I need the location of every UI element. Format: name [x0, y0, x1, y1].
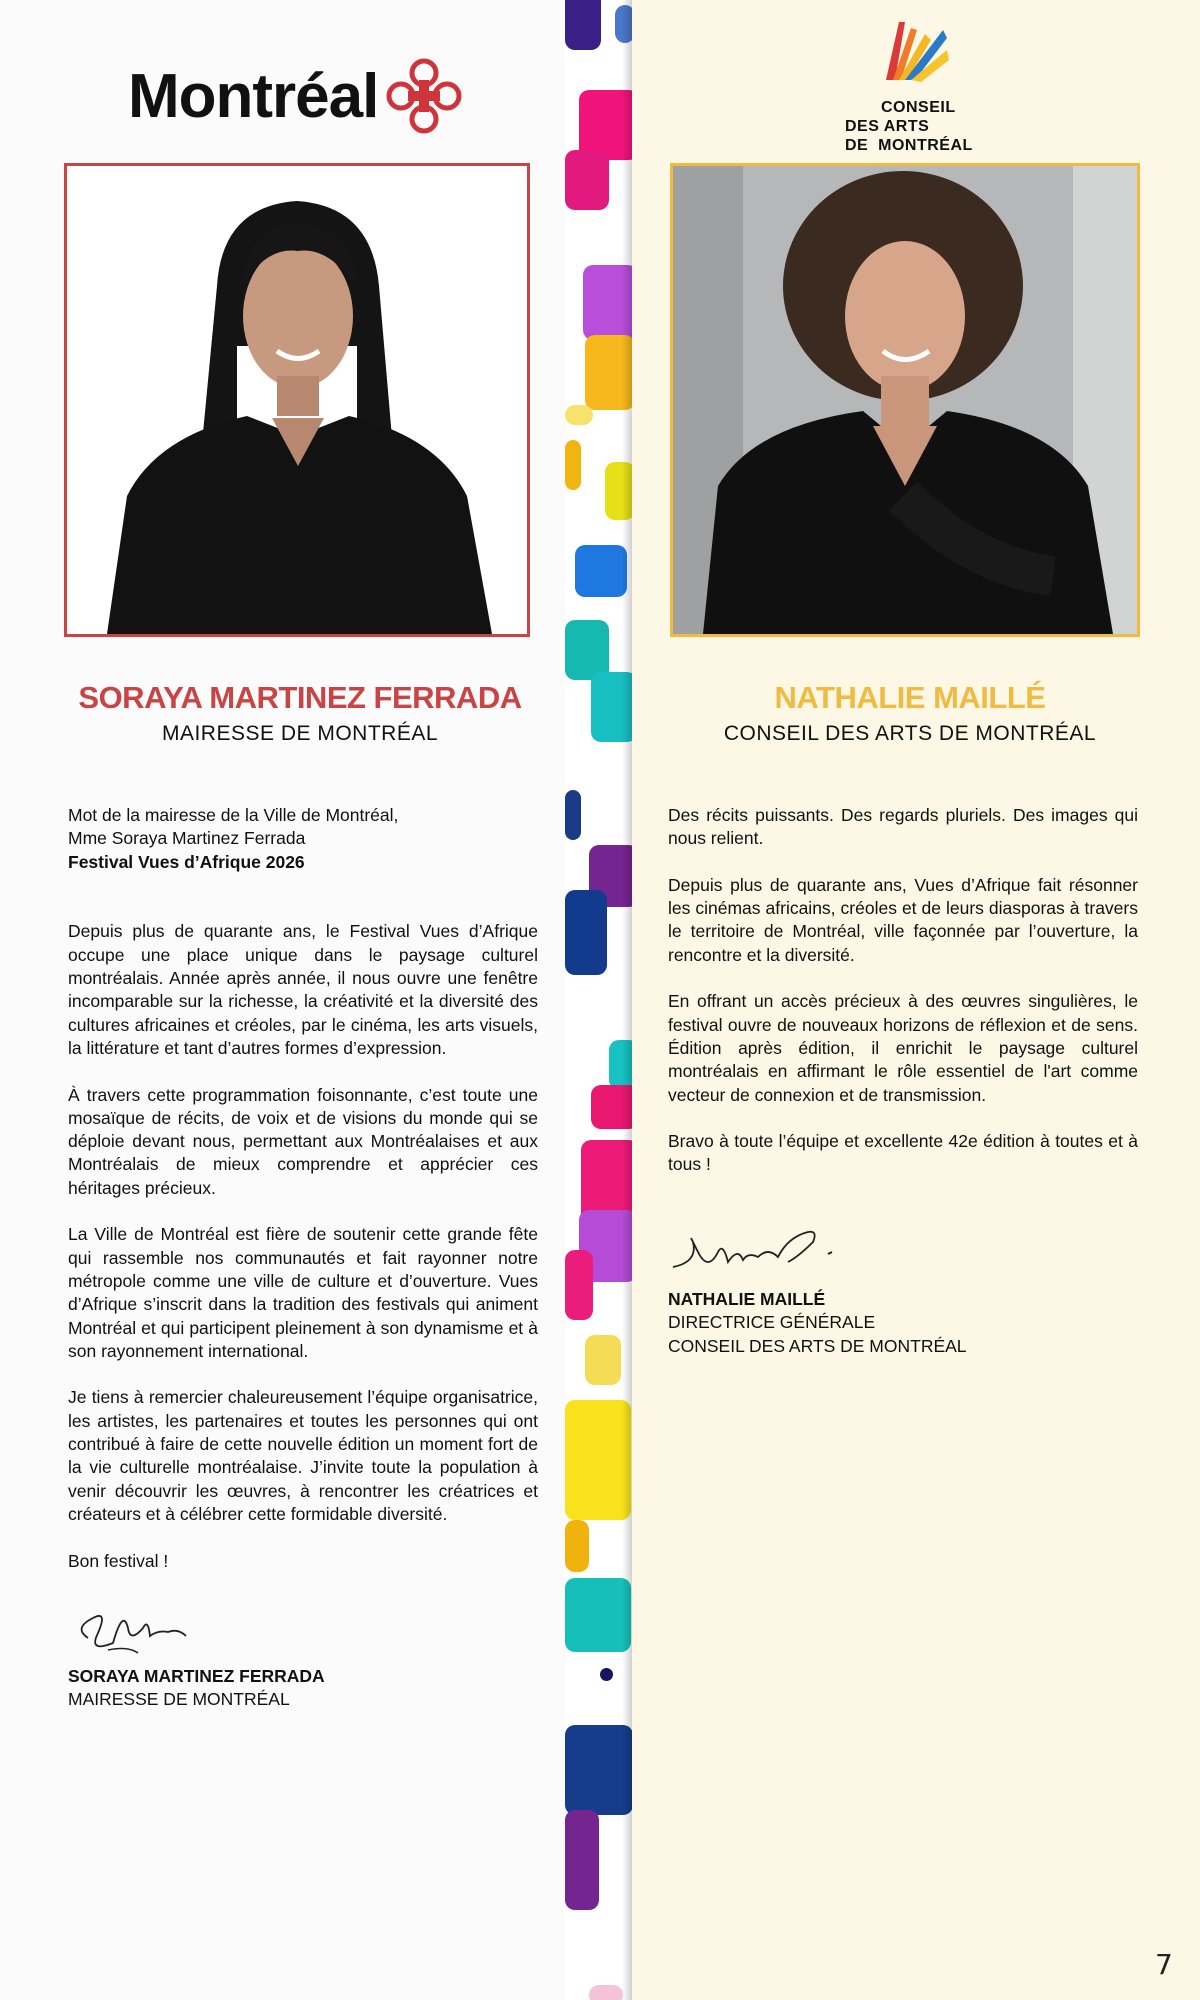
strip-block — [565, 1810, 599, 1910]
conseil-des-arts-logo — [845, 20, 973, 155]
conseil-arts-logo-text — [845, 98, 973, 155]
left-signature-block — [68, 1665, 538, 1712]
strip-block — [585, 1335, 621, 1385]
nathalie-signature — [668, 1222, 848, 1284]
left-paragraph-2: À travers cette programmation foisonnante, c’est toute une mosaïque de récits, de voix et de visions du monde qui se déploie devant nous, permettant aux Montréalaises et aux Montréalais de mieux comprendre et apprécier ces héritages précieux. — [68, 1084, 538, 1198]
strip-dot — [600, 1668, 613, 1681]
right-role: CONSEIL DES ARTS DE MONTRÉAL — [723, 722, 1097, 745]
portrait-nathalie — [670, 163, 1140, 637]
left-name: SORAYA MARTINEZ FERRADA — [78, 680, 522, 715]
right-letter — [668, 804, 1138, 1200]
left-letter — [68, 804, 538, 1596]
left-intro-line-3: Festival Vues d’Afrique 2026 — [68, 851, 305, 872]
left-sign-role: MAIRESSE DE MONTRÉAL — [68, 1689, 290, 1710]
logo-line-3: DE MONTRÉAL — [845, 137, 973, 154]
left-paragraph-5: Bon festival ! — [68, 1550, 169, 1571]
left-sign-name: SORAYA MARTINEZ FERRADA — [68, 1666, 325, 1686]
strip-block — [565, 790, 581, 840]
logo-line-2: DES ARTS — [845, 118, 930, 135]
strip-block — [575, 545, 627, 597]
left-paragraph-4: Je tiens à remercier chaleureusement l’équipe organisatrice, les artistes, les partenaires et toutes les personnes qui ont contribué à faire de cette nouvelle édition un moment fort de la vie culturelle montréalaise. J’invite toute la population à venir découvrir les œuvres, à rencontrer les créatrices et créateurs et à célébrer cette formidable diversité. — [68, 1387, 538, 1524]
strip-block — [589, 1985, 623, 2000]
right-paragraph-4: Bravo à toute l’équipe et excellente 42e édition à toutes et à tous ! — [668, 1131, 1138, 1175]
portrait-soraya-image — [67, 166, 527, 634]
strip-block — [565, 1250, 593, 1320]
left-intro-line-2: Mme Soraya Martinez Ferrada — [68, 828, 306, 849]
montreal-logo-text: Montréal — [128, 61, 379, 131]
portrait-soraya — [64, 163, 530, 637]
strip-block — [565, 405, 593, 425]
strip-block — [565, 0, 601, 50]
montreal-rosette-icon — [386, 58, 462, 134]
left-role: MAIRESSE DE MONTRÉAL — [161, 722, 439, 745]
montreal-logo — [128, 58, 462, 134]
right-paragraph-2: Depuis plus de quarante ans, Vues d’Afrique fait résonner les cinémas africains, créoles et de leurs diasporas à travers le territoire de Montréal, ville façonnée par l’ouverture, la rencontre et la diversité. — [668, 874, 1138, 965]
strip-block — [565, 620, 609, 680]
left-intro-line-1: Mot de la mairesse de la Ville de Montréal, — [68, 805, 399, 825]
right-sign-role-1: DIRECTRICE GÉNÉRALE — [668, 1312, 876, 1333]
right-sign-name: NATHALIE MAILLÉ — [668, 1289, 826, 1309]
right-paragraph-3: En offrant un accès précieux à des œuvres singulières, le festival ouvre de nouveaux horizons de réflexion et de sens. Édition après édition, il enrichit le paysage culturel montréalais en affirmant le rôle essentiel de l'art comme vecteur de connexion et de transmission. — [668, 991, 1138, 1105]
logo-line-1: CONSEIL — [881, 99, 956, 116]
conseil-arts-burst-icon — [881, 20, 951, 85]
strip-block — [565, 890, 607, 975]
soraya-signature — [68, 1598, 198, 1660]
right-name: NATHALIE MAILLÉ — [774, 680, 1046, 715]
strip-block — [565, 150, 609, 210]
decorative-strip — [565, 0, 632, 2000]
left-paragraph-3: La Ville de Montréal est fière de soutenir cette grande fête qui rassemble nos communautés et fait rayonner notre métropole comme une ville de culture et d’ouverture. Vues d’Afrique s’inscrit dans la tradition des festivals qui animent Montréal et qui participent pleinement à son dynamisme et à son rayonnement international. — [68, 1224, 538, 1361]
strip-block — [565, 1520, 589, 1572]
strip-block — [565, 440, 581, 490]
left-paragraph-1: Depuis plus de quarante ans, le Festival Vues d’Afrique occupe une place unique dans le paysage culturel montréalais. Année après année, il nous ouvre une fenêtre incomparable sur la richesse, la créativité et la diversité des cultures africaines et créoles, par le cinéma, les arts visuels, la littérature et tant d’autres formes d’expression. — [68, 921, 538, 1058]
right-sign-role-2: CONSEIL DES ARTS DE MONTRÉAL — [668, 1335, 967, 1356]
strip-shadow — [622, 0, 632, 2000]
portrait-nathalie-image — [673, 166, 1137, 634]
right-signature-block — [668, 1288, 1138, 1358]
page-number: 7 — [1155, 1948, 1173, 1981]
right-paragraph-1: Des récits puissants. Des regards pluriels. Des images qui nous relient. — [668, 805, 1138, 849]
